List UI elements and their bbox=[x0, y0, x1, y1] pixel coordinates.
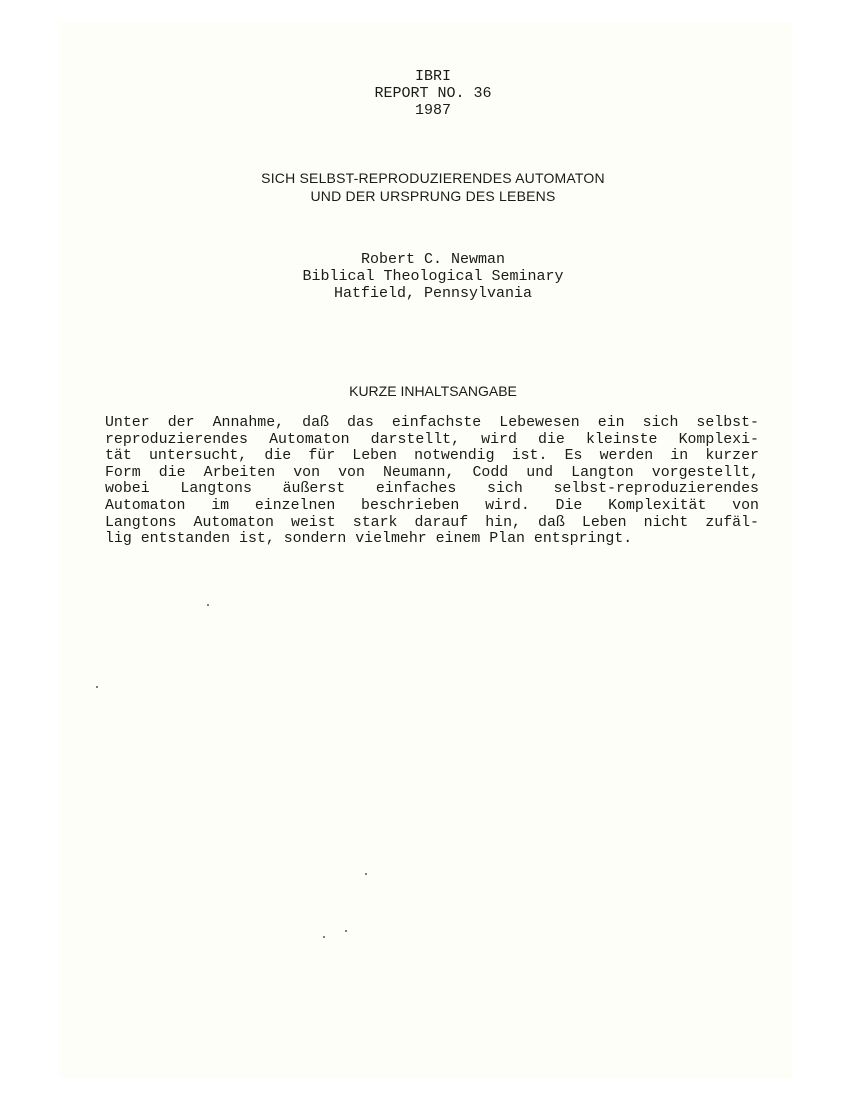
abstract-line: lig entstanden ist, sondern vielmehr einem Plan entspringt. bbox=[105, 531, 633, 548]
author-block bbox=[0, 251, 850, 302]
scan-speck bbox=[207, 604, 209, 606]
abstract-heading: KURZE INHALTSANGABE bbox=[349, 383, 517, 399]
abstract-line: reproduzierendes Automaton darstellt, wird die kleinste Komplexi- bbox=[105, 431, 759, 448]
report-header bbox=[0, 68, 850, 119]
abstract-body bbox=[105, 415, 759, 548]
scan-speck bbox=[345, 930, 347, 932]
author-location: Hatfield, Pennsylvania bbox=[333, 285, 533, 302]
title-line-2: UND DER URSPRUNG DES LEBENS bbox=[310, 188, 556, 204]
report-year: 1987 bbox=[414, 102, 451, 119]
author-name: Robert C. Newman bbox=[360, 251, 506, 268]
scan-speck bbox=[323, 936, 325, 938]
org-name: IBRI bbox=[414, 68, 451, 85]
abstract-line: Form die Arbeiten von von Neumann, Codd und Langton vorgestellt, bbox=[105, 464, 759, 481]
report-number: REPORT NO. 36 bbox=[374, 85, 492, 102]
author-institution: Biblical Theological Seminary bbox=[302, 268, 564, 285]
abstract-line: Langtons Automaton weist stark darauf hin, daß Leben nicht zufäl- bbox=[105, 514, 759, 531]
abstract-line: Unter der Annahme, daß das einfachste Lebewesen ein sich selbst- bbox=[105, 415, 759, 431]
scan-speck bbox=[96, 686, 98, 688]
abstract-line: tät untersucht, die für Leben notwendig ist. Es werden in kurzer bbox=[105, 448, 759, 465]
title-line-1: SICH SELBST-REPRODUZIERENDES AUTOMATON bbox=[261, 170, 605, 186]
scan-speck bbox=[365, 873, 367, 875]
document-title bbox=[0, 169, 850, 205]
abstract-line: wobei Langtons äußerst einfaches sich selbst-reproduzierendes bbox=[105, 481, 759, 498]
abstract-line: Automaton im einzelnen beschrieben wird. Die Komplexität von bbox=[105, 497, 759, 514]
